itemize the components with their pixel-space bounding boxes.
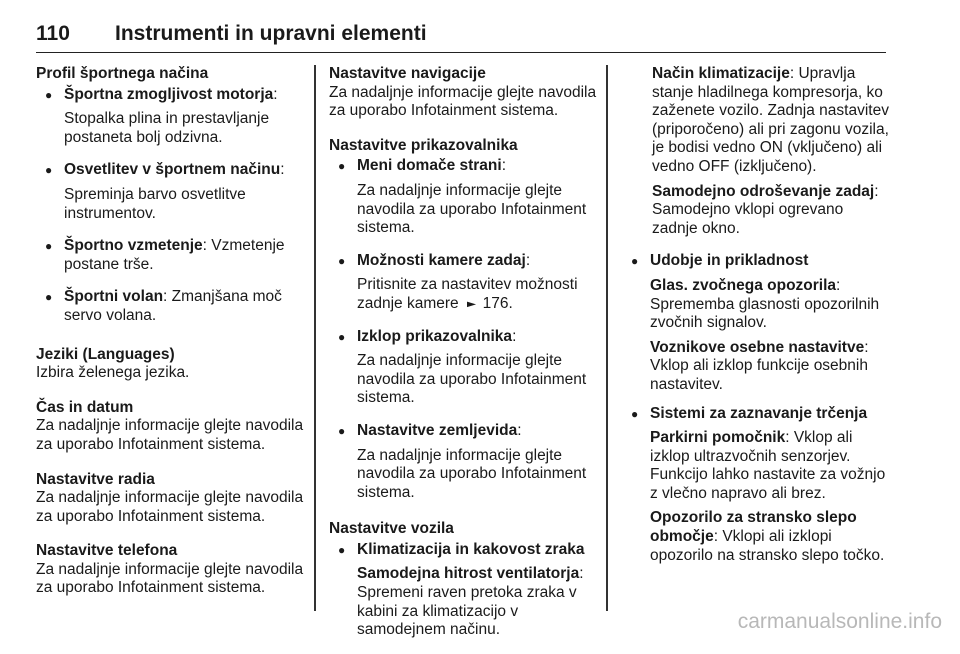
list-item: ● Možnosti kamere zadaj: Pritisnite za nastavitev možnosti zadnje kamere ▲ 176.: [329, 252, 599, 314]
page-reference-icon: ▲: [462, 299, 480, 309]
list-item: ● Športno vzmetenje: Vzmetenje postane trše.: [36, 237, 308, 274]
watermark: carmanualsonline.info: [737, 610, 942, 633]
column-2: [329, 65, 599, 654]
column-divider: [606, 65, 608, 611]
vehicle-heading: Nastavitve vozila: [329, 520, 454, 538]
radio-section: Nastavitve radia Za nadaljnje informacije glejte navodila za uporabo Infotainment sistema.: [36, 470, 304, 525]
nav-section: Nastavitve navigacije Za nadaljnje informacije glejte navodila za uporabo Infotainment sistema.: [329, 65, 597, 120]
page-title: Instrumenti in upravni elementi: [115, 22, 427, 45]
page-header: [36, 22, 886, 53]
list-item: ● Meni domače strani: Za nadaljnje informacije glejte navodila za uporabo Infotainment sistema.: [329, 157, 599, 237]
list-item: ● Klimatizacija in kakovost zraka Samodejna hitrost ventilatorja: Spremeni raven pretoka zraka v kabini za klimatizacijo v samodejnem načinu.: [329, 541, 599, 640]
time-section: Čas in datum Za nadaljnje informacije glejte navodila za uporabo Infotainment sistema.: [36, 398, 304, 453]
phone-section: Nastavitve telefona Za nadaljnje informacije glejte navodila za uporabo Infotainment sistema.: [36, 542, 304, 597]
list-item: ● Osvetlitev v športnem načinu: Spreminja barvo osvetlitve instrumentov.: [36, 161, 308, 223]
profile-list: [36, 86, 308, 326]
defog-entry: Samodejno odroševanje zadaj: Samodejno vklopi ogrevano zadnje okno.: [652, 182, 879, 237]
list-item: ● Športna zmogljivost motorja: Stopalka plina in prestavljanje postaneta bolj odzivna.: [36, 86, 308, 148]
display-list: [329, 157, 599, 502]
list-item: ● Izklop prikazovalnika: Za nadaljnje informacije glejte navodila za uporabo Infotainment sistema.: [329, 328, 599, 408]
page-number: 110: [36, 22, 70, 45]
languages-section: Jeziki (Languages) Izbira želenega jezika.: [36, 345, 190, 382]
column-divider: [314, 65, 316, 611]
display-heading: Nastavitve prikazovalnika: [329, 136, 518, 154]
profile-heading: Profil športnega načina: [36, 65, 209, 82]
column-3: [622, 65, 890, 579]
column-1: [36, 65, 308, 614]
list-item: ● Nastavitve zemljevida: Za nadaljnje informacije glejte navodila za uporabo Infotainment sistema.: [329, 422, 599, 502]
list-item: ● Udobje in prikladnost Glas. zvočnega opozorila: Sprememba glasnosti opozorilnih zvočnih signalov. Voznikove osebne nastavitve: Vklop ali izklop funkcije osebnih nastavitev.: [622, 252, 890, 394]
climate-mode-entry: Način klimatizacije: Upravlja stanje hladilnega kompresorja, ko zaženete vozilo. Zadnja nastavitev (priporočeno) ali pri zagonu vozila, je bodisi vedno ON (vključeno) ali vedno OFF (izključeno).: [652, 65, 889, 175]
list-item: ● Sistemi za zaznavanje trčenja Parkirni pomočnik: Vklop ali izklop ultrazvočnih senzorjev. Funkcijo lahko nastavite za vožnjo z vlečno napravo ali brez. Opozorilo za stransko slepo območje: Vklopi ali izklopi opozorilo na stransko slepo točko.: [622, 405, 890, 566]
list-item: ● Športni volan: Zmanjšana moč servo volana.: [36, 288, 308, 325]
